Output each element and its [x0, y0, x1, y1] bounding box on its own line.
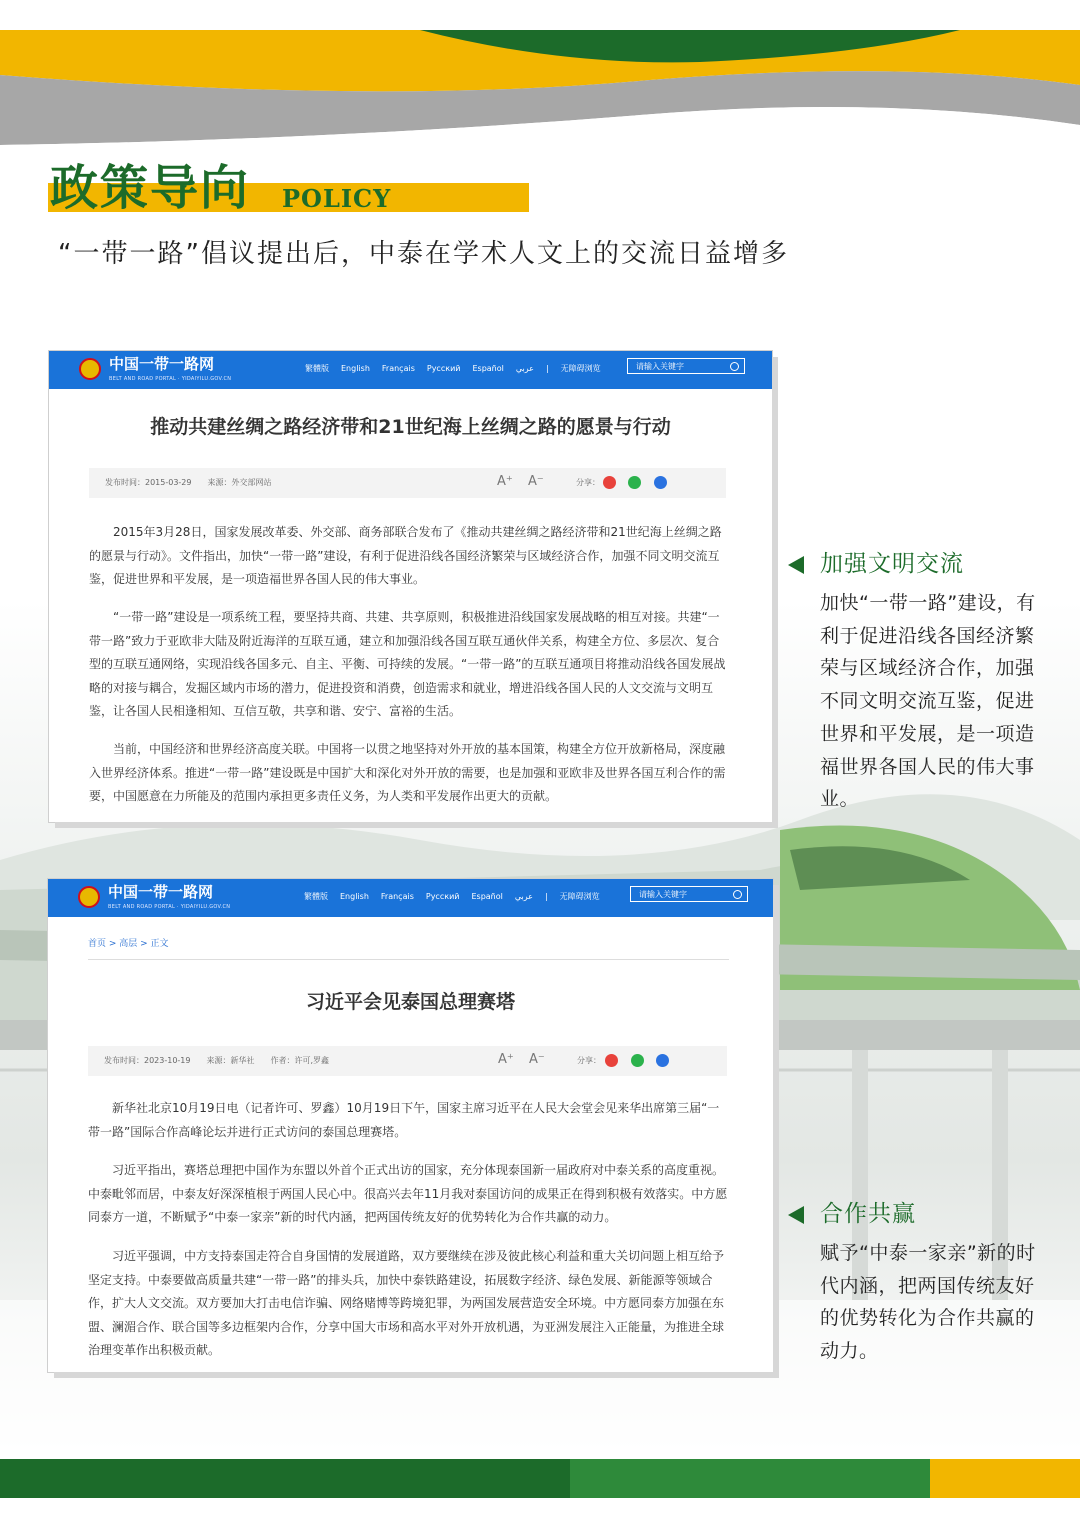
article-paragraph: 习近平指出，赛塔总理把中国作为东盟以外首个正式出访的国家，充分体现泰国新一届政府对中泰关系的高度重视。中泰毗邻而居，中泰友好深深植根于两国人民心中。很高兴去年11月我对泰国访问的成果正在得到积极有效落实。中方愿同泰方一道，不断赋予“中泰一家亲”新的时代内涵，把两国传统友好的优势转化为合作共赢的动力。: [88, 1163, 728, 1224]
nav-item[interactable]: English: [340, 892, 369, 901]
page-title-english: POLICY: [282, 184, 392, 213]
weibo-share-icon[interactable]: [603, 476, 616, 489]
footer-stripe-green: [0, 1459, 570, 1498]
page-subtitle: “一带一路”倡议提出后，中泰在学术人文上的交流日益增多: [58, 239, 789, 269]
article-paragraph: 2015年3月28日，国家发展改革委、外交部、商务部联合发布了《推动共建丝绸之路经济带和21世纪海上丝绸之路的愿景与行动》。文件指出，加快“一带一路”建设，有利于促进沿线各国经济繁荣与区域经济合作，加强不同文明交流互鉴，促进世界和平发展，是一项造福世界各国人民的伟大事业。: [89, 525, 722, 586]
font-decrease-button[interactable]: A⁻: [528, 474, 544, 489]
article-title: 推动共建丝绸之路经济带和21世纪海上丝绸之路的愿景与行动: [150, 416, 671, 438]
site-subtitle: BELT AND ROAD PORTAL · YIDAIYILU.GOV.CN: [109, 376, 232, 382]
nav-divider: |: [545, 364, 549, 373]
magnifier-icon[interactable]: [730, 362, 739, 371]
nav-item[interactable]: Français: [381, 364, 415, 373]
wechat-share-icon[interactable]: [628, 476, 641, 489]
article-paragraph: 习近平强调，中方支持泰国走符合自身国情的发展道路，双方要继续在涉及彼此核心利益和重大关切问题上相互给予坚定支持。中泰要做高质量共建“一带一路”的排头兵，加快中泰铁路建设，拓展数字经济、绿色发展、新能源等领域合作，扩大人文交流。双方要加大打击电信诈骗、网络赌博等跨境犯罪，为两国发展营造安全环境。中方愿同泰方加强在东盟、澜湄合作、联合国等多边框架内合作，分享中国大市场和高水平对外开放机遇，为亚洲发展注入正能量，为推进全球治理变革作出积极贡献。: [88, 1249, 725, 1357]
note-heading-2: 合作共赢: [820, 1201, 916, 1227]
nav-item[interactable]: عربي: [515, 364, 534, 373]
note-body-2: 赋予“中泰一家亲”新的时代内涵，把两国传统友好的优势转化为合作共赢的动力。: [820, 1242, 1036, 1363]
nav-item[interactable]: عربي: [514, 892, 533, 901]
font-increase-button[interactable]: A⁺: [498, 1052, 514, 1067]
site-header-bar: [48, 879, 773, 917]
nav-item[interactable]: Pусский: [425, 892, 460, 901]
article-paragraph: 当前，中国经济和世界经济高度关联。中国将一以贯之地坚持对外开放的基本国策，构建全方位开放新格局，深度融入世界经济体系。推进“一带一路”建设既是中国扩大和深化对外开放的需要，也是加强和亚欧非及世界各国互利合作的需要，中国愿意在力所能及的范围内承担更多责任义务，为人类和平发展作出更大的贡献。: [89, 742, 726, 803]
divider: [88, 959, 729, 960]
page-title: 政策导向: [50, 160, 251, 216]
header-wave-decoration: [0, 0, 1080, 170]
search-placeholder: 请输入关键字: [636, 362, 684, 371]
site-subtitle: BELT AND ROAD PORTAL · YIDAIYILU.GOV.CN: [108, 904, 231, 910]
footer-stripe-yellow: [930, 1459, 1080, 1498]
note-heading-1: 加强文明交流: [820, 551, 964, 577]
wechat-share-icon[interactable]: [631, 1054, 644, 1067]
article-paragraph: “一带一路”建设是一项系统工程，要坚持共商、共建、共享原则，积极推进沿线国家发展战略的相互对接。共建“一带一路”致力于亚欧非大陆及附近海洋的互联互通，建立和加强沿线各国互联互通伙伴关系，构建全方位、多层次、复合型的互联互通网络，实现沿线各国多元、自主、平衡、可持续的发展。“一带一路”的互联互通项目将推动沿线各国发展战略的对接与耦合，发掘区域内市场的潜力，促进投资和消费，创造需求和就业，增进沿线各国人民的人文交流与文明互鉴，让各国人民相逢相知、互信互敬，共享和谐、安宁、富裕的生活。: [89, 610, 726, 718]
nav-item[interactable]: Français: [380, 892, 414, 901]
article-paragraph: 新华社北京10月19日电（记者许可、罗鑫）10月19日下午，国家主席习近平在人民大会堂会见来华出席第三届“一带一路”国际合作高峰论坛并进行正式访问的泰国总理赛塔。: [88, 1101, 720, 1139]
nav-item[interactable]: 繁體版: [304, 892, 328, 901]
national-emblem-icon: [79, 358, 101, 380]
site-name: 中国一带一路网: [108, 883, 214, 901]
note-body-1: 加快“一带一路”建设，有利于促进沿线各国经济繁荣与区域经济合作，加强不同文明交流互鉴，促进世界和平发展，是一项造福世界各国人民的伟大事业。: [820, 592, 1036, 811]
magnifier-icon[interactable]: [733, 890, 742, 899]
site-header-bar: [49, 351, 772, 389]
nav-item[interactable]: 繁體版: [305, 364, 329, 373]
font-increase-button[interactable]: A⁺: [497, 474, 513, 489]
share-label: 分享：: [576, 478, 600, 487]
national-emblem-icon: [78, 886, 100, 908]
weibo-share-icon[interactable]: [605, 1054, 618, 1067]
article-meta: 发布时间：2015-03-29 来源：外交部网站: [105, 478, 272, 487]
nav-item[interactable]: Español: [471, 892, 503, 901]
nav-item[interactable]: 无障碍浏览: [560, 364, 601, 373]
site-nav: [304, 891, 600, 903]
triangle-marker-icon: [788, 1206, 804, 1224]
more-share-icon[interactable]: [656, 1054, 669, 1067]
article-screenshot-2: [48, 879, 773, 1372]
search-input[interactable]: [627, 358, 745, 374]
article-meta: 发布时间：2023-10-19 来源：新华社 作者：许可,罗鑫: [104, 1056, 330, 1065]
search-placeholder: 请输入关键字: [639, 890, 687, 899]
nav-item[interactable]: Español: [472, 364, 504, 373]
footer-stripe-mid: [570, 1459, 930, 1498]
share-label: 分享：: [577, 1056, 601, 1065]
site-name: 中国一带一路网: [109, 355, 215, 373]
article-screenshot-1: [49, 351, 772, 822]
site-nav: [305, 363, 601, 375]
nav-divider: |: [544, 892, 548, 901]
article-meta-bar: [88, 1046, 727, 1076]
breadcrumb[interactable]: 首页 > 高层 > 正文: [88, 939, 169, 949]
more-share-icon[interactable]: [654, 476, 667, 489]
triangle-marker-icon: [788, 556, 804, 574]
nav-item[interactable]: 无障碍浏览: [559, 892, 600, 901]
nav-item[interactable]: Pусский: [426, 364, 461, 373]
article-meta-bar: [89, 468, 726, 498]
article-title: 习近平会见泰国总理赛塔: [305, 991, 515, 1013]
nav-item[interactable]: English: [341, 364, 370, 373]
search-input[interactable]: [630, 886, 748, 902]
font-decrease-button[interactable]: A⁻: [529, 1052, 545, 1067]
